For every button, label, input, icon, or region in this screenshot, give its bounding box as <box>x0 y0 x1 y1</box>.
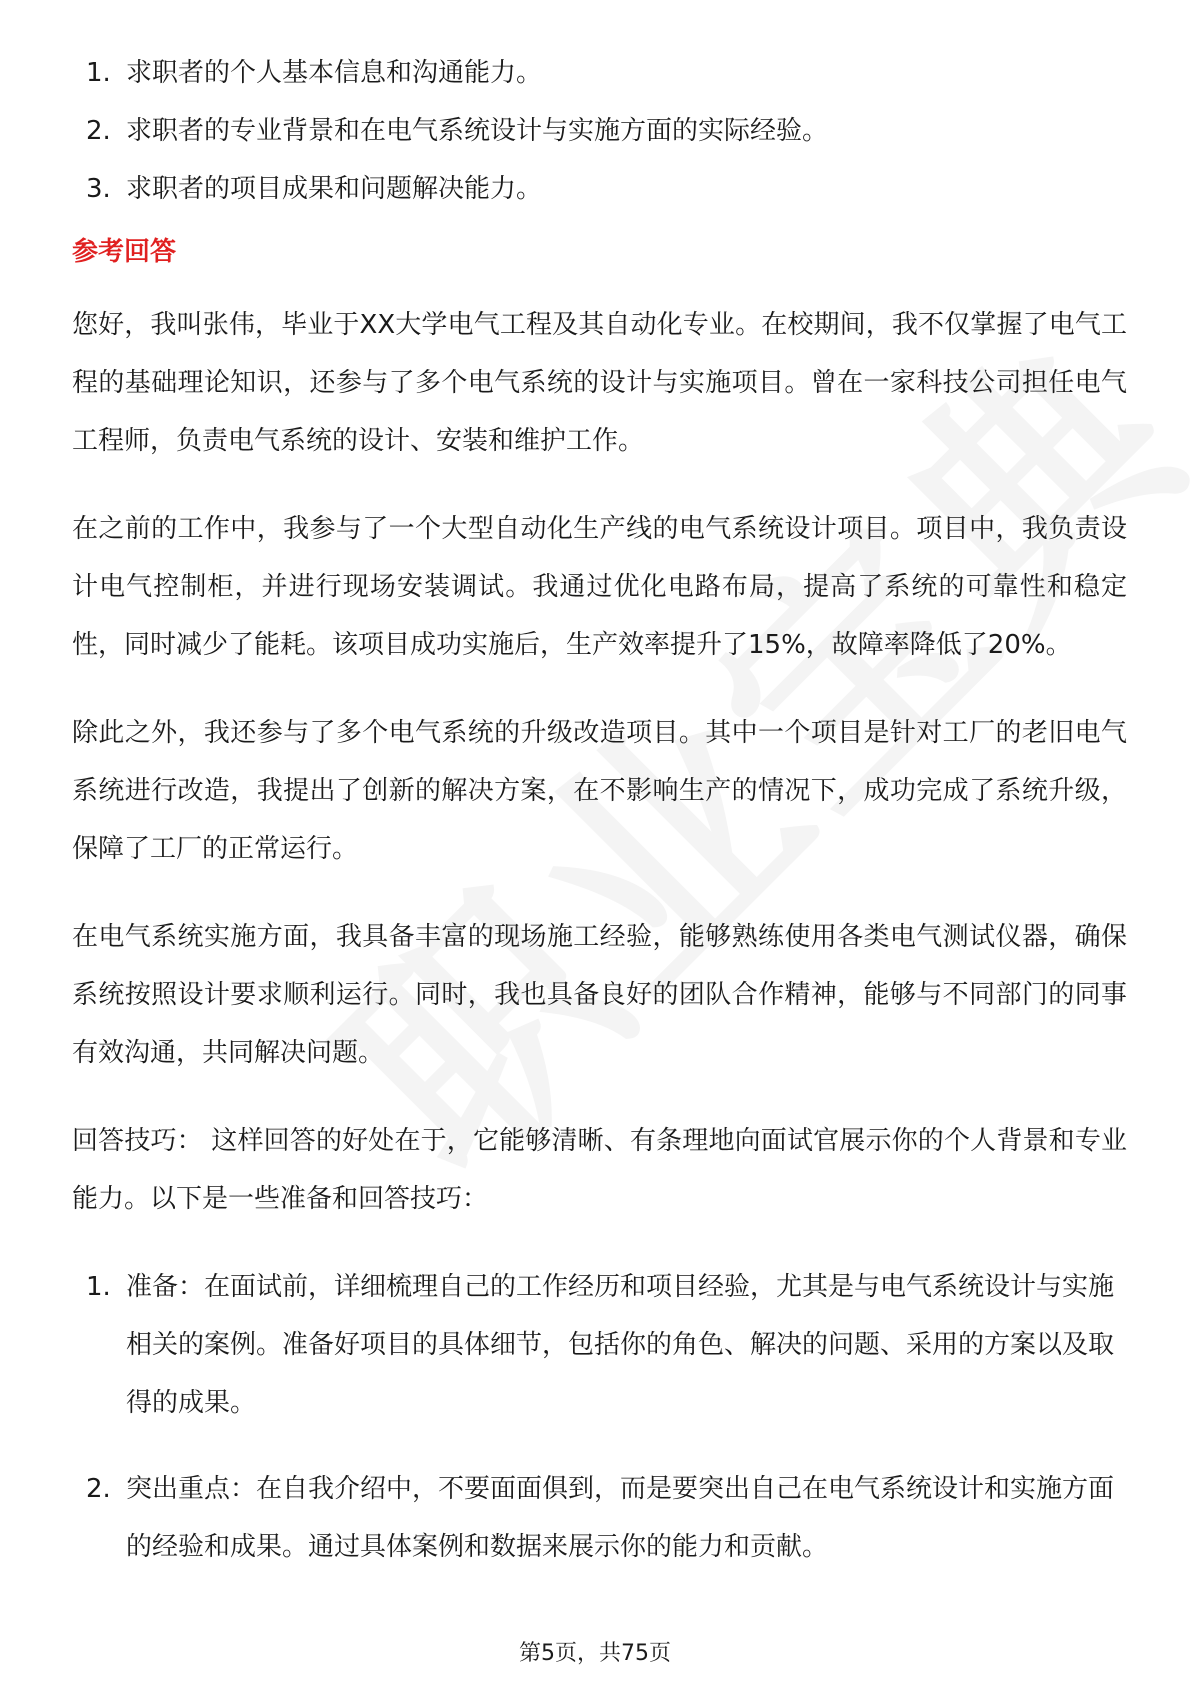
tips-list <box>72 1258 1127 1576</box>
answer-paragraph: 在之前的工作中，我参与了一个大型自动化生产线的电气系统设计项目。项目中，我负责设计电气控制柜，并进行现场安装调试。我通过优化电路布局，提高了系统的可靠性和稳定性，同时减少了能耗。该项目成功实施后，生产效率提升了15%，故障率降低了20%。 <box>72 514 1127 660</box>
answer-paragraph: 除此之外，我还参与了多个电气系统的升级改造项目。其中一个项目是针对工厂的老旧电气系统进行改造，我提出了创新的解决方案，在不影响生产的情况下，成功完成了系统升级，保障了工厂的正常运行。 <box>72 718 1127 864</box>
list-number: 1. <box>86 58 111 88</box>
list-number: 3. <box>86 174 111 204</box>
list-text: 突出重点：在自我介绍中，不要面面俱到，而是要突出自己在电气系统设计和实施方面的经验和成果。通过具体案例和数据来展示你的能力和贡献。 <box>126 1474 1115 1562</box>
list-item <box>72 102 1127 160</box>
list-item <box>72 160 1127 218</box>
list-text: 求职者的项目成果和问题解决能力。 <box>126 174 543 204</box>
list-text: 求职者的个人基本信息和沟通能力。 <box>126 58 543 88</box>
intro-list <box>72 44 1127 218</box>
list-number: 1. <box>86 1272 111 1302</box>
list-item <box>72 44 1127 102</box>
list-item <box>72 1258 1127 1432</box>
tips-intro-paragraph: 回答技巧： 这样回答的好处在于，它能够清晰、有条理地向面试官展示你的个人背景和专业能力。以下是一些准备和回答技巧： <box>72 1126 1127 1214</box>
list-number: 2. <box>86 116 111 146</box>
list-text: 求职者的专业背景和在电气系统设计与实施方面的实际经验。 <box>126 116 829 146</box>
list-number: 2. <box>86 1474 111 1504</box>
list-item <box>72 1460 1127 1576</box>
section-heading: 参考回答 <box>72 237 177 267</box>
answer-paragraph: 您好，我叫张伟，毕业于XX大学电气工程及其自动化专业。在校期间，我不仅掌握了电气工程的基础理论知识，还参与了多个电气系统的设计与实施项目。曾在一家科技公司担任电气工程师，负责电气系统的设计、安装和维护工作。 <box>72 310 1127 456</box>
answer-paragraph: 在电气系统实施方面，我具备丰富的现场施工经验，能够熟练使用各类电气测试仪器，确保系统按照设计要求顺利运行。同时，我也具备良好的团队合作精神，能够与不同部门的同事有效沟通，共同解决问题。 <box>72 922 1127 1068</box>
page-footer: 第5页，共75页 <box>519 1641 671 1666</box>
page-content <box>72 44 1127 1604</box>
list-text: 准备：在面试前，详细梳理自己的工作经历和项目经验，尤其是与电气系统设计与实施相关的案例。准备好项目的具体细节，包括你的角色、解决的问题、采用的方案以及取得的成果。 <box>126 1272 1115 1418</box>
